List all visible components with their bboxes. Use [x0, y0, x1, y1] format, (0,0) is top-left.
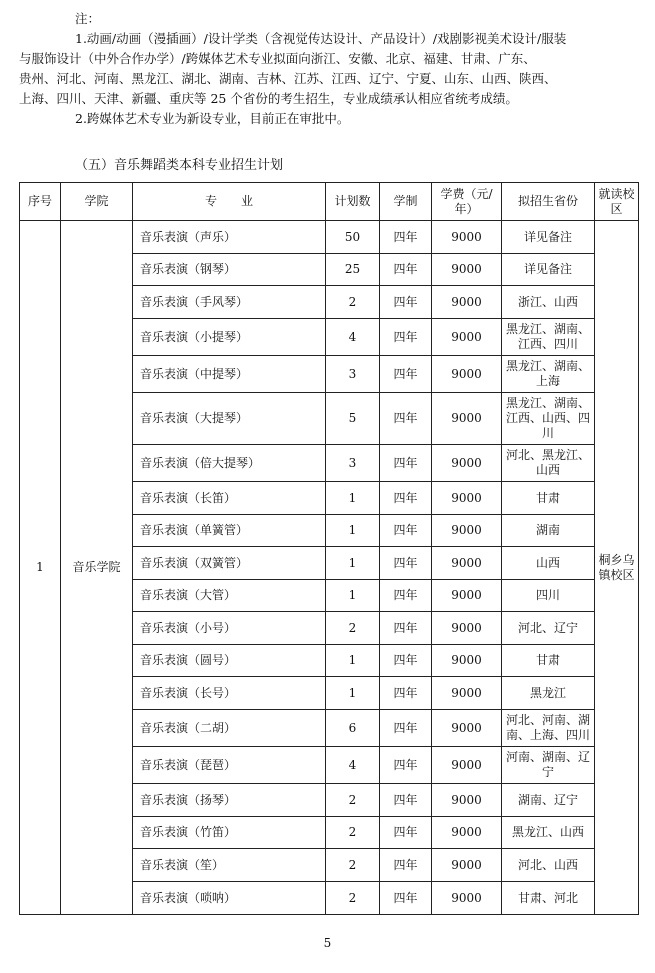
provinces-cell: 黑龙江、湖南、江西、四川 — [502, 319, 595, 356]
plan-cell: 1 — [326, 645, 380, 677]
duration-cell: 四年 — [380, 221, 432, 254]
header-college: 学院 — [61, 183, 133, 221]
provinces-cell: 详见备注 — [502, 221, 595, 254]
plan-cell: 2 — [326, 784, 380, 817]
duration-cell: 四年 — [380, 356, 432, 393]
major-cell: 音乐表演（长号） — [133, 677, 326, 710]
provinces-cell: 黑龙江 — [502, 677, 595, 710]
major-cell: 音乐表演（大提琴） — [133, 393, 326, 445]
duration-cell: 四年 — [380, 882, 432, 915]
duration-cell: 四年 — [380, 784, 432, 817]
fee-cell: 9000 — [432, 393, 502, 445]
major-cell: 音乐表演（大管） — [133, 580, 326, 612]
fee-cell: 9000 — [432, 482, 502, 515]
plan-cell: 3 — [326, 445, 380, 482]
plan-cell: 2 — [326, 286, 380, 319]
plan-cell: 1 — [326, 580, 380, 612]
provinces-cell: 河南、湖南、辽宁 — [502, 747, 595, 784]
fee-cell: 9000 — [432, 221, 502, 254]
major-cell: 音乐表演（唢呐） — [133, 882, 326, 915]
header-plan: 计划数 — [326, 183, 380, 221]
major-cell: 音乐表演（扬琴） — [133, 784, 326, 817]
fee-cell: 9000 — [432, 747, 502, 784]
provinces-cell: 浙江、山西 — [502, 286, 595, 319]
major-cell: 音乐表演（双簧管） — [133, 547, 326, 580]
duration-cell: 四年 — [380, 547, 432, 580]
fee-cell: 9000 — [432, 677, 502, 710]
notes-block — [19, 9, 643, 129]
plan-cell: 3 — [326, 356, 380, 393]
table-row — [20, 221, 639, 254]
major-cell: 音乐表演（钢琴） — [133, 254, 326, 286]
note-item-2: 2.跨媒体艺术专业为新设专业，目前正在审批中。 — [75, 111, 350, 126]
duration-cell: 四年 — [380, 645, 432, 677]
major-cell: 音乐表演（长笛） — [133, 482, 326, 515]
fee-cell: 9000 — [432, 286, 502, 319]
provinces-cell: 黑龙江、山西 — [502, 817, 595, 849]
provinces-cell: 详见备注 — [502, 254, 595, 286]
plan-cell: 25 — [326, 254, 380, 286]
fee-cell: 9000 — [432, 515, 502, 547]
provinces-cell: 河北、山西 — [502, 849, 595, 882]
fee-cell: 9000 — [432, 849, 502, 882]
duration-cell: 四年 — [380, 482, 432, 515]
campus-cell: 桐乡乌镇校区 — [595, 221, 639, 915]
major-cell: 音乐表演（小号） — [133, 612, 326, 645]
plan-cell: 2 — [326, 882, 380, 915]
fee-cell: 9000 — [432, 547, 502, 580]
fee-cell: 9000 — [432, 254, 502, 286]
fee-cell: 9000 — [432, 319, 502, 356]
note-item-1-line-3: 贵州、河北、河南、黑龙江、湖北、湖南、吉林、江苏、江西、辽宁、宁夏、山东、山西、陕西、 — [19, 71, 557, 86]
major-cell: 音乐表演（小提琴） — [133, 319, 326, 356]
fee-cell: 9000 — [432, 710, 502, 747]
major-cell: 音乐表演（笙） — [133, 849, 326, 882]
fee-cell: 9000 — [432, 882, 502, 915]
note-item-1-line-4: 上海、四川、天津、新疆、重庆等 25 个省份的考生招生，专业成绩承认相应省统考成绩。 — [19, 91, 518, 106]
duration-cell: 四年 — [380, 849, 432, 882]
plan-cell: 2 — [326, 817, 380, 849]
provinces-cell: 甘肃 — [502, 645, 595, 677]
provinces-cell: 山西 — [502, 547, 595, 580]
duration-cell: 四年 — [380, 286, 432, 319]
plan-cell: 2 — [326, 612, 380, 645]
table-header-row — [20, 183, 639, 221]
section-title: （五）音乐舞蹈类本科专业招生计划 — [75, 158, 284, 173]
seq-cell: 1 — [20, 221, 61, 915]
major-cell: 音乐表演（竹笛） — [133, 817, 326, 849]
page-number: 5 — [323, 936, 332, 950]
provinces-cell: 四川 — [502, 580, 595, 612]
provinces-cell: 湖南 — [502, 515, 595, 547]
fee-cell: 9000 — [432, 817, 502, 849]
header-provinces: 拟招生省份 — [502, 183, 595, 221]
major-cell: 音乐表演（倍大提琴） — [133, 445, 326, 482]
plan-cell: 1 — [326, 482, 380, 515]
header-fee: 学费（元/年） — [432, 183, 502, 221]
fee-cell: 9000 — [432, 445, 502, 482]
plan-cell: 4 — [326, 319, 380, 356]
duration-cell: 四年 — [380, 710, 432, 747]
plan-cell: 5 — [326, 393, 380, 445]
major-cell: 音乐表演（手风琴） — [133, 286, 326, 319]
duration-cell: 四年 — [380, 515, 432, 547]
header-campus: 就读校区 — [595, 183, 639, 221]
duration-cell: 四年 — [380, 445, 432, 482]
plan-cell: 50 — [326, 221, 380, 254]
provinces-cell: 黑龙江、湖南、江西、山西、四川 — [502, 393, 595, 445]
provinces-cell: 河北、辽宁 — [502, 612, 595, 645]
plan-cell: 6 — [326, 710, 380, 747]
major-cell: 音乐表演（中提琴） — [133, 356, 326, 393]
fee-cell: 9000 — [432, 612, 502, 645]
plan-cell: 2 — [326, 849, 380, 882]
duration-cell: 四年 — [380, 747, 432, 784]
plan-cell: 4 — [326, 747, 380, 784]
duration-cell: 四年 — [380, 254, 432, 286]
note-item-1-line-2: 与服饰设计（中外合作办学）/跨媒体艺术专业拟面向浙江、安徽、北京、福建、甘肃、广东、 — [19, 51, 536, 66]
provinces-cell: 湖南、辽宁 — [502, 784, 595, 817]
plan-cell: 1 — [326, 547, 380, 580]
provinces-cell: 河北、黑龙江、山西 — [502, 445, 595, 482]
duration-cell: 四年 — [380, 580, 432, 612]
fee-cell: 9000 — [432, 784, 502, 817]
fee-cell: 9000 — [432, 356, 502, 393]
header-seq: 序号 — [20, 183, 61, 221]
duration-cell: 四年 — [380, 817, 432, 849]
note-item-1-line-1: 1.动画/动画（漫插画）/设计学类（含视觉传达设计、产品设计）/戏剧影视美术设计/服装 — [75, 31, 567, 46]
college-cell: 音乐学院 — [61, 221, 133, 915]
provinces-cell: 甘肃 — [502, 482, 595, 515]
major-cell: 音乐表演（圆号） — [133, 645, 326, 677]
duration-cell: 四年 — [380, 612, 432, 645]
fee-cell: 9000 — [432, 580, 502, 612]
provinces-cell: 黑龙江、湖南、上海 — [502, 356, 595, 393]
notes-label: 注： — [75, 11, 101, 26]
major-cell: 音乐表演（声乐） — [133, 221, 326, 254]
enrollment-table — [19, 182, 639, 915]
major-cell: 音乐表演（单簧管） — [133, 515, 326, 547]
plan-cell: 1 — [326, 515, 380, 547]
duration-cell: 四年 — [380, 393, 432, 445]
provinces-cell: 河北、河南、湖南、上海、四川 — [502, 710, 595, 747]
major-cell: 音乐表演（二胡） — [133, 710, 326, 747]
provinces-cell: 甘肃、河北 — [502, 882, 595, 915]
header-duration: 学制 — [380, 183, 432, 221]
major-cell: 音乐表演（琵琶） — [133, 747, 326, 784]
fee-cell: 9000 — [432, 645, 502, 677]
plan-cell: 1 — [326, 677, 380, 710]
duration-cell: 四年 — [380, 677, 432, 710]
duration-cell: 四年 — [380, 319, 432, 356]
header-major: 专 业 — [133, 183, 326, 221]
